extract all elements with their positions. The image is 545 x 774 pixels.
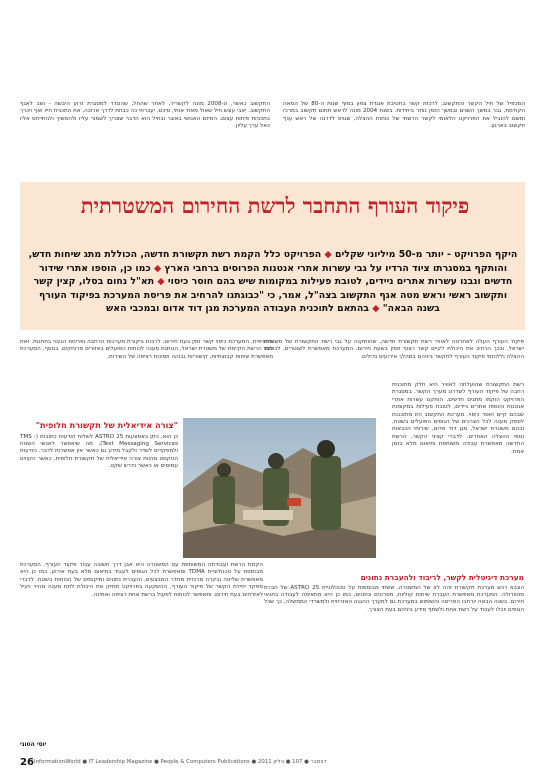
top-right-paragraph: המכפיל של חיל הקשר והתקשוב, לרכזת קשר בחטיבת אוגדת צפון בסוף שנות ה-80 של המאה הקודמת, גבר במשך השנים ובמשך הזמן נותר ביחידות. בשנת 2004 מונה לראש תחום תקשוב במרכז ומשם להוביל את הפרויקט הלאומי לקשר הרשתי של כוחות ההצלה, שגויס לדרגה של ראש ענף תקשוב בארגון.: [283, 101, 525, 130]
body-left-intro: ספציפית, המערכת כיסוי קשר זמין בעת חירום, לרבות ביקורת מערכות הרחבה ופריסת הגיבוי בתחנות. זאת לצד הרשת הקיימת של משטרת ישראל, הנותנת מענה לכוחות הפועלים באזורים מרוחקים. בנוסף, המערכת מאפשרת שיחות קבוצתיות, קישוריות גבוהה וזמינות רציפה של השירות.: [20, 339, 273, 360]
diamond-icon: ◆: [157, 276, 165, 288]
sidebar-quote: [20, 418, 178, 558]
body-right-intro: פיקוד העורף העלה לאחרונה לאוויר רשת תקשורת חדשה, שהותקנה על גבי רשת התקשורת של משטרת ישראל, ובכך הרחיב את היכולת לקיים קשר רצוף וזמין בשעת חירום. המערכת מאפשרת לשוטרים, לכוחות ההצלה וללוחמי פיקוד העורף לתקשר ביניהם במהלך אירועים גדולים.: [264, 339, 524, 360]
sidebar-quote-text: כן הוא, ניתן באמצעות 25 ASTRO לשלוח הודעות כתובות (TMS - Text Messaging Services), מה שיאפשר לאנשי השטח ולמפקדים לשדר ולקבל מידע גם כאשר אין אפשרות לדבר. הודעות הטקסט מהוות צורה אידיאלית של תקשורת חלופית, כאשר הקווים עמוסים או כאשר נדרש שקט.: [20, 433, 178, 470]
subhead-part: היקף הפרויקט - יותר מ-50 מיליוני שקלים: [335, 249, 518, 260]
page-number: 26: [20, 757, 34, 768]
body-right-section: [264, 570, 524, 755]
subhead-part: כמו כן, הוספו אתרי שידור חדשים ונבנו עשרות אתרים ניידים, לטובת פעילות במקומות שיש בהם חוסר כיסוי: [38, 262, 513, 288]
body-right-column: רשת התקשורת שהועלתה לאוויר היא חלק מתוכנית רחבה של פיקוד העורף לשדרוג מערך הקשר. במסגרת הפרויקט הוקמו מתגים חדשים, הותקנו עשרות אתרי אנטנות והוספו אתרים ניידים, לטובת פעילות במקומות שבהם קיים חוסר כיסוי. מערכת התקשוב הזו מתוכננת לספק מענה לכל הצרכים של הגופים הפועלים בשטח, ובהם משטרת ישראל, מגן דוד אדום, שירותי הכבאות וגופי ההצלה האחרים. לדברי קציני הקשר, הרשת החדשה מאפשרת עבודה משותפת ותיאום מלא בזמן אמת.: [392, 382, 524, 455]
section-heading: מערכת דיגיטלית לקשר, לריבוד ולהעברת נתונים: [360, 573, 524, 582]
diamond-icon: ◆: [372, 303, 380, 315]
top-left-paragraph: התקשוב כאשר, ונ-2008 מונה לקשריר, לאחר שהחל, שהוגדר למסגרת זרוע היבשה - ושב לאגף התקשוב. יאבי עונש חיל שאול מאוד אותי, סיכם, יעברתי כה כבחת לדרך ארוכה, את התכנית חייו ואף ויכרך בתכניות פיתוח עצום. המיזם האנושי באוגר ובחיל הוא הדבר שצריך לשמור עליו ולהמשיך ולהתייחס אליו כאל ערך עליון.: [20, 101, 270, 130]
diamond-icon: ◆: [324, 249, 332, 260]
footer-text: InformationWorld ● IT Leadership Magazine ● People & Computers Publications ● 2011 דצמבר ● 107 ● גיליון: [34, 759, 327, 765]
subhead-part: תא"ל נחום בסלו, קצין קשר ותקשוב ראשי וראש מטה אגף התקשוב בצה"ל, אמר, כי "כבוגתנו להרחיב את פריסת המערכת בפיקוד העורף בשנה הבאה": [33, 276, 508, 315]
diamond-icon: ◆: [153, 262, 162, 274]
subhead-part: בהתאם לתוכנית העבודה המערכת מגן דוד אדום ובמכבי האש: [106, 303, 369, 315]
page-footer: [20, 757, 525, 769]
sidebar-quote-title: "צורה אידיאלית של תקשורת חלופית": [35, 420, 178, 430]
article-author: יוסי הטוני: [20, 741, 47, 748]
section-text: הצבא רכש מערכת תקשורת זהה לזו של המשטרה, ששתי מבוססות על טכנולוגיית ASTRO 25 של חברת מוטורולה. המערכת מאפשרת העברת שיחות קוליות, מסרונים ונתונים, כמו כן היא מתאימה לעבודה בתנאי חירום. בשנה הבאה יורחבו הפריסה והשימוש במערכת גם למערך ההגנה האזרחית ולמשרדי הממשלה, כך שכל הגופים יוכלו לעבוד על רשת אחת ולשתף מידע ביניהם בעת הצורך.: [264, 584, 524, 613]
body-left-main: הקמת הרשת ועבודתה המשותפת עם המשטרה היא אבן דרך חשובה עבור פיקוד העורף. המערכת מבוססת על טכנולוגיית TDMA ומאפשרת לכל הגופים לעבוד בתיאום מלא בעת אירוע. כמו כן היא מאפשרת שליטה ובקרה מרכזית מחדר המבצעים, והעברת נתונים ומיקומים של הכוחות בשטח. לדברי מפקד יחידת הקשר של פיקוד העורף, ההשקעה בפרויקט תחזק את היכולת לתת מענה מהיר ויעיל לאזרחים בעת חירום, ותאפשר לכוחות לפעול ברשת אחת רציפה ואמינה.: [20, 562, 263, 598]
article-photo: [183, 418, 376, 558]
article-headline: פיקוד העורף התחבר לרשת החירום המשטרתית: [80, 193, 470, 218]
subhead-part: הפרויקט כלל הקמת רשת תקשורת חדשה, הכוללת מתג שיחות חדש, והותקף במסגרתו ציוד הרדיו על גבי עשרות אתרי אנטנות הפרוסים ברחבי הארץ: [28, 249, 508, 274]
article-subhead: [26, 248, 520, 316]
